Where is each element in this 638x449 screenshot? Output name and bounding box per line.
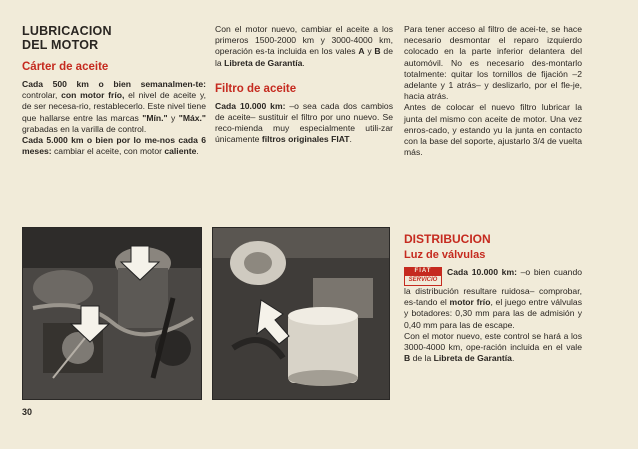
bold-text-run: motor frío <box>449 297 491 308</box>
text-run: Con el motor nuevo, cambiar el aceite a los primeros 1500-2000 km y 3000-4000 km, operación es-ta incluida en los vales <box>215 24 393 57</box>
bold-text-run: Cada 5.000 km o bien por lo me-nos cada 6 meses: <box>22 135 206 157</box>
text-run: . <box>196 146 199 157</box>
paragraph-oil-change <box>22 135 206 157</box>
text-run: –o sea cada dos cambios de aceite– sustituir el filtro por uno nuevo. Se reco-mienda muy especialmente utili-zar únicamente <box>215 100 394 145</box>
fiat-badge-top: FIAT <box>404 267 442 276</box>
text-run: el nivel de aceite y, de ser necesa-rio, restablecerlo. Este nivel tiene que hallarse entre las marcas <box>22 90 206 123</box>
text-run: y <box>364 46 375 57</box>
bold-text-run: B <box>404 353 411 364</box>
bold-text-run: Cada 10.000 km: <box>215 100 286 111</box>
paragraph-new-engine <box>215 24 393 69</box>
bold-text-run: "Máx." <box>178 112 207 123</box>
bold-text-run: caliente <box>164 146 197 157</box>
text-run: de la <box>215 46 393 68</box>
text-run: y <box>167 112 179 123</box>
bold-text-run: "Mín." <box>142 112 168 123</box>
page-number: 30 <box>22 407 33 417</box>
section-heading-line1: LUBRICACION <box>22 24 112 38</box>
paragraph-filter-access: Para tener acceso al filtro de acei-te, se hace necesario desmontar el reparo izquierdo colocado en la parte inferior delantera del automóvil. No es necesario des-montarlo totalmente: quitar los tornillos de fijación –2 adelante y 1 atrás– y deslizarlo, por el fle-je, hacia atrás. <box>404 24 582 102</box>
engine-photo-oil-filter <box>212 227 390 400</box>
bold-text-run: Libreta de Garantía <box>224 57 303 68</box>
text-run: . <box>511 353 515 364</box>
text-run: Con el motor nuevo, este control se hará a los 3000-4000 km, ope-ración incluida en el vale <box>404 330 582 353</box>
section-heading-line2: DEL MOTOR <box>22 38 99 52</box>
fiat-badge-bottom: SERVICIO <box>404 276 442 286</box>
bold-text-run: Cada 500 km o bien semanalmen-te: <box>22 79 206 89</box>
engine-photo-dipstick <box>22 227 202 400</box>
distribucion-title: DISTRIBUCION <box>404 232 491 246</box>
text-run: de la <box>410 353 434 364</box>
paragraph-filter-install: Antes de colocar el nuevo filtro lubricar la junta del mismo con aceite de motor. Una vez enros-cado, y estando yu la junta en contacto con la base del soporte, ajustarlo 3/4 de vuelta más. <box>404 102 582 158</box>
column-filtro <box>215 24 393 146</box>
text-run: cambiar el aceite, con motor <box>51 146 165 157</box>
column-lubricacion <box>22 24 206 157</box>
subheading-valvulas: Luz de válvulas <box>404 249 486 261</box>
distribucion-heading-block <box>404 232 582 262</box>
oil-filter-illustration <box>213 228 389 399</box>
text-run: , el juego entre válvulas y botadores: 0,30 mm para las de admisión y 0,40 mm para las de escape. <box>404 297 583 330</box>
bold-text-run: Cada 10.000 km: <box>447 267 517 277</box>
engine-illustration <box>23 228 201 399</box>
text-run: . <box>349 134 352 145</box>
fiat-servicio-badge <box>404 267 442 286</box>
text-run: . <box>302 57 305 68</box>
paragraph-valve-new-engine <box>404 331 582 365</box>
bold-text-run: filtros originales FIAT <box>261 134 350 145</box>
bold-text-run: con motor frío, <box>61 90 125 101</box>
subheading-carter: Cárter de aceite <box>22 61 109 73</box>
text-run: controlar, <box>22 90 62 101</box>
column-distribucion <box>404 267 582 364</box>
text-run: grabadas en la varilla de control. <box>22 123 147 134</box>
paragraph-filter-change <box>215 101 393 146</box>
bold-text-run: A <box>358 46 365 57</box>
text-run: –o bien cuando la distribución resultare ruidosa– comprobar, es-tando el <box>404 267 582 308</box>
bold-text-run: Libreta de Garantía <box>433 353 512 364</box>
paragraph-level-check <box>22 79 206 135</box>
subheading-filtro: Filtro de aceite <box>215 82 297 95</box>
paragraph-valve-check <box>404 267 582 331</box>
column-filter-access <box>404 24 582 158</box>
bold-text-run: B <box>374 46 381 57</box>
